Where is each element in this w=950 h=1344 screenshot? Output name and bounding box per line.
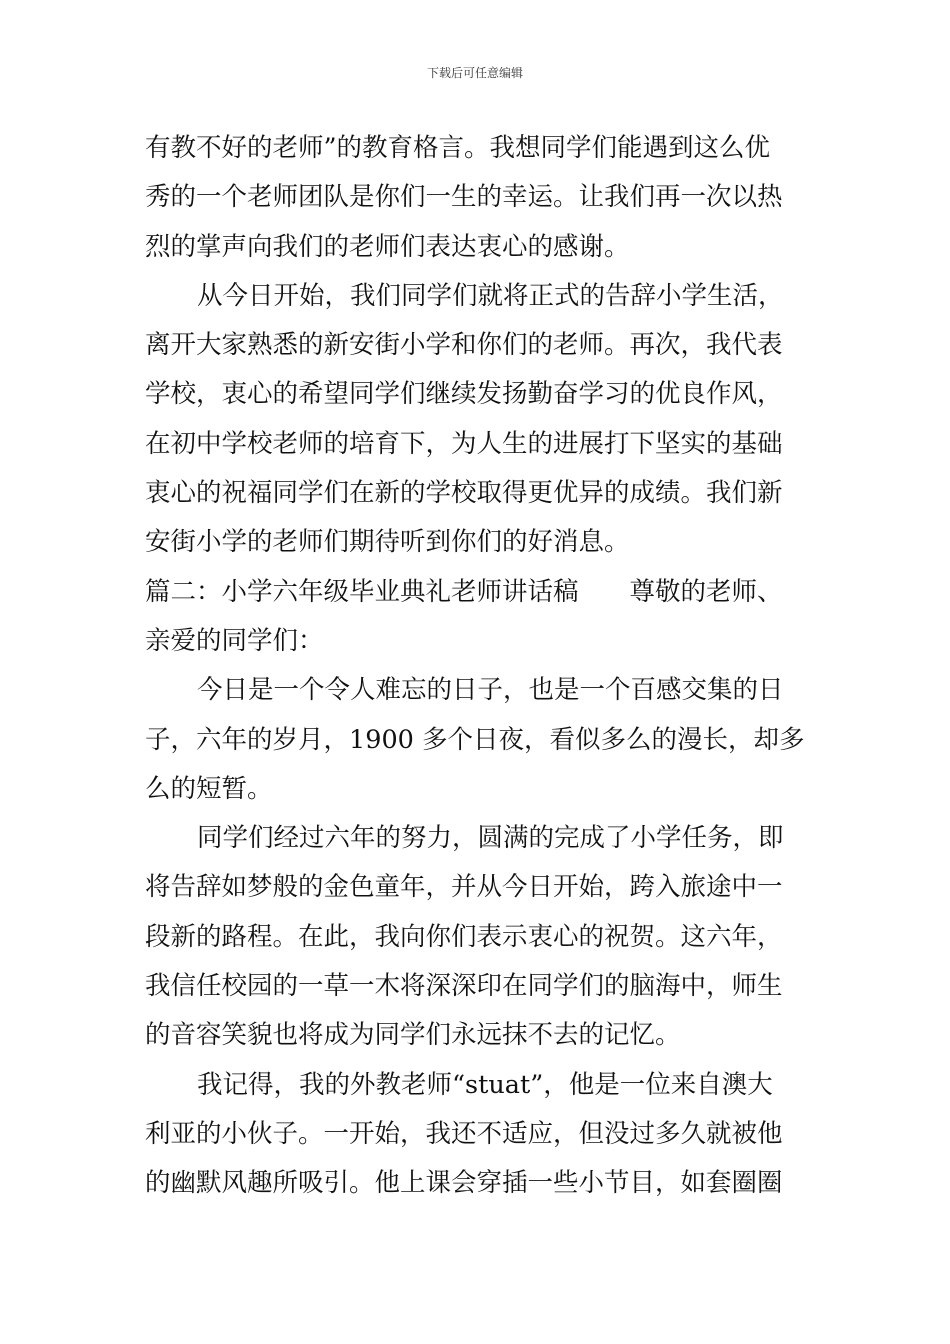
text-line: 同学们经过六年的努力，圆满的完成了小学任务，即 (197, 823, 784, 854)
text-line: 将告辞如梦般的金色童年，并从今日开始，跨入旅途中一 (145, 872, 783, 903)
text-line: 烈的掌声向我们的老师们表达衷心的感谢。 (145, 231, 630, 262)
text-line: 子，六年的岁月，1900 多个日夜，看似多么的漫长，却多 (145, 724, 805, 755)
text-line: 秀的一个老师团队是你们一生的幸运。让我们再一次以热 (145, 182, 783, 213)
text-line: 的幽默风趣所吸引。他上课会穿插一些小节目，如套圈圈 (145, 1168, 783, 1199)
text-line: 安街小学的老师们期待听到你们的好消息。 (145, 527, 630, 558)
text-line: 有教不好的老师”的教育格言。我想同学们能遇到这么优 (145, 133, 771, 163)
text-line: 利亚的小伙子。一开始，我还不适应，但没过多久就被他 (145, 1118, 783, 1149)
text-line: 学校，衷心的希望同学们继续发扬勤奋学习的优良作风， (145, 379, 783, 410)
text-line: 的音容笑貌也将成为同学们永远抹不去的记忆。 (145, 1020, 681, 1051)
text-line: 衷心的祝福同学们在新的学校取得更优异的成绩。我们新 (145, 478, 783, 509)
section-heading-line: 篇二：小学六年级毕业典礼老师讲话稿 尊敬的老师、 (145, 576, 783, 607)
page-header: 下载后可任意编辑 (426, 66, 523, 80)
text-line: 么的短暂。 (145, 773, 273, 804)
text-line: 段新的路程。在此，我向你们表示衷心的祝贺。这六年， (145, 921, 783, 952)
text-line: 从今日开始，我们同学们就将正式的告辞小学生活， (197, 280, 784, 311)
text-line: 我信任校园的一草一木将深深印在同学们的脑海中，师生 (145, 971, 783, 1002)
text-line: 我记得，我的外教老师“stuat”，他是一位来自澳大 (197, 1069, 773, 1100)
document-body (145, 124, 813, 1209)
text-line: 在初中学校老师的培育下，为人生的进展打下坚实的基础 (145, 428, 783, 459)
text-line: 亲爱的同学们： (145, 625, 324, 656)
text-line: 今日是一个令人难忘的日子，也是一个百感交集的日 (197, 675, 784, 706)
text-line: 离开大家熟悉的新安街小学和你们的老师。再次，我代表 (145, 330, 783, 361)
